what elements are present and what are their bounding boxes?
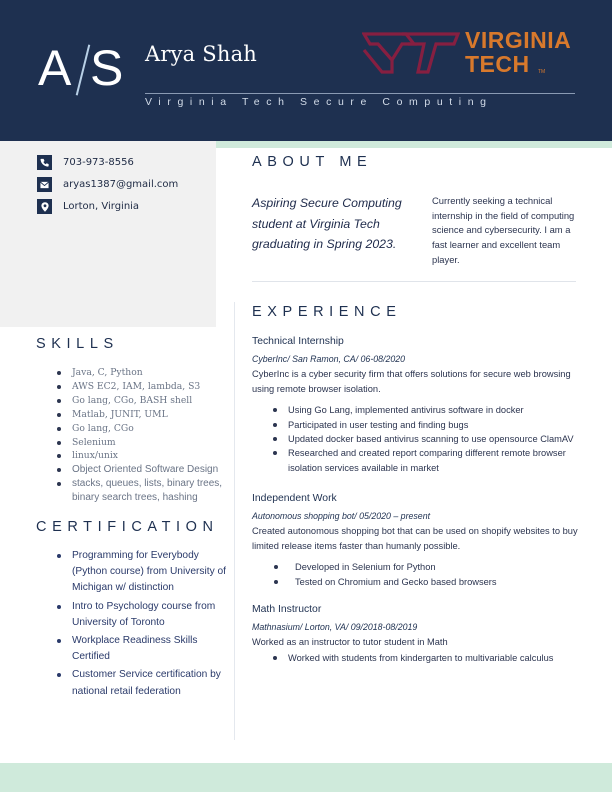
skills-heading: SKILLS: [36, 336, 119, 352]
logo-wordmark-tech: TECH: [465, 51, 530, 77]
monogram: [38, 38, 122, 98]
job-description: CyberInc is a cyber security firm that offers solutions for secure web browsing using remote browser isolation.: [252, 369, 571, 394]
list-item: Intro to Psychology course from University of Toronto: [54, 599, 234, 631]
contact-phone: [37, 155, 134, 170]
job-bullets: [252, 651, 582, 665]
job-bullets: [252, 560, 582, 589]
list-item: Go lang, CGo, BASH shell: [54, 394, 224, 408]
monogram-letter-s: S: [90, 40, 124, 96]
list-item: Participated in user testing and finding bugs: [252, 418, 582, 432]
virginia-tech-logo: [362, 28, 602, 78]
monogram-slash: [76, 45, 91, 96]
job-meta: CyberInc/ San Ramon, CA/ 06-08/2020: [252, 354, 406, 364]
header-subtitle: Virginia Tech Secure Computing: [145, 96, 493, 108]
certification-heading: CERTIFICATION: [36, 519, 219, 535]
list-item: linux/unix: [54, 449, 224, 463]
contact-location: [37, 199, 139, 214]
list-item: Developed in Selenium for Python: [252, 560, 582, 574]
header-accent-strip: [216, 141, 612, 148]
job-description: Worked as an instructor to tutor student in Math: [252, 637, 448, 647]
header-banner: [0, 0, 612, 141]
column-divider: [234, 302, 235, 740]
list-item: stacks, queues, lists, binary trees, binary search trees, hashing: [54, 477, 224, 505]
list-item: Using Go Lang, implemented antivirus software in docker: [252, 403, 582, 417]
list-item: Researched and created report comparing different remote browser isolation services available in market: [252, 446, 582, 475]
list-item: Worked with students from kindergarten to multivariable calculus: [252, 651, 582, 665]
email-address[interactable]: aryas1387@gmail.com: [63, 179, 179, 190]
job-title: Math Instructor: [252, 604, 322, 615]
contact-email: [37, 177, 178, 192]
header-divider: [145, 93, 575, 94]
footer-band: [0, 763, 612, 792]
skills-list: [54, 366, 224, 505]
location-text: Lorton, Virginia: [63, 201, 140, 212]
experience-entry: [252, 603, 582, 665]
job-description: Created autonomous shopping bot that can be used on shopify websites to buy limited release items faster than humanly possible.: [252, 526, 578, 551]
experience-heading: EXPERIENCE: [252, 304, 402, 320]
phone-number: 703-973-8556: [63, 157, 134, 168]
list-item: Updated docker based antivirus scanning to use opensource ClamAV: [252, 432, 582, 446]
list-item: Matlab, JUNIT, UML: [54, 408, 224, 422]
list-item: Customer Service certification by national retail federation: [54, 667, 234, 699]
logo-wordmark-virginia: VIRGINIA: [465, 27, 572, 53]
location-pin-icon: [37, 199, 52, 214]
list-item: Go lang, CGo: [54, 422, 224, 436]
list-item: Java, C, Python: [54, 366, 224, 380]
email-icon: [37, 177, 52, 192]
list-item: Workplace Readiness Skills Certified: [54, 633, 234, 665]
about-description: Currently seeking a technical internship in the field of computing science and cybersecurity. I am a fast learner and excellent team player.: [432, 195, 575, 265]
list-item: AWS EC2, IAM, lambda, S3: [54, 380, 224, 394]
list-item: Tested on Chromium and Gecko based browsers: [252, 575, 582, 589]
job-title: Technical Internship: [252, 336, 344, 347]
phone-icon: [37, 155, 52, 170]
about-summary: Aspiring Secure Computing student at Virginia Tech graduating in Spring 2023.: [252, 196, 402, 251]
logo-trademark: TM: [538, 69, 546, 75]
job-meta: Autonomous shopping bot/ 05/2020 – present: [252, 511, 431, 521]
about-heading: ABOUT ME: [252, 154, 373, 170]
vt-mark-icon: [362, 30, 460, 76]
list-item: Object Oriented Software Design: [54, 463, 224, 477]
certification-list: [54, 548, 234, 702]
candidate-name: Arya Shah: [145, 42, 258, 66]
experience-entry: [252, 492, 582, 589]
job-title: Independent Work: [252, 493, 337, 504]
job-meta: Mathnasium/ Lorton, VA/ 09/2018-08/2019: [252, 622, 418, 632]
experience-entry: [252, 335, 582, 475]
job-bullets: [252, 403, 582, 475]
list-item: Programming for Everybody (Python course) from University of Michigan w/ distinction: [54, 548, 234, 597]
list-item: Selenium: [54, 436, 224, 450]
monogram-letter-a: A: [38, 40, 72, 96]
about-divider: [252, 281, 576, 282]
